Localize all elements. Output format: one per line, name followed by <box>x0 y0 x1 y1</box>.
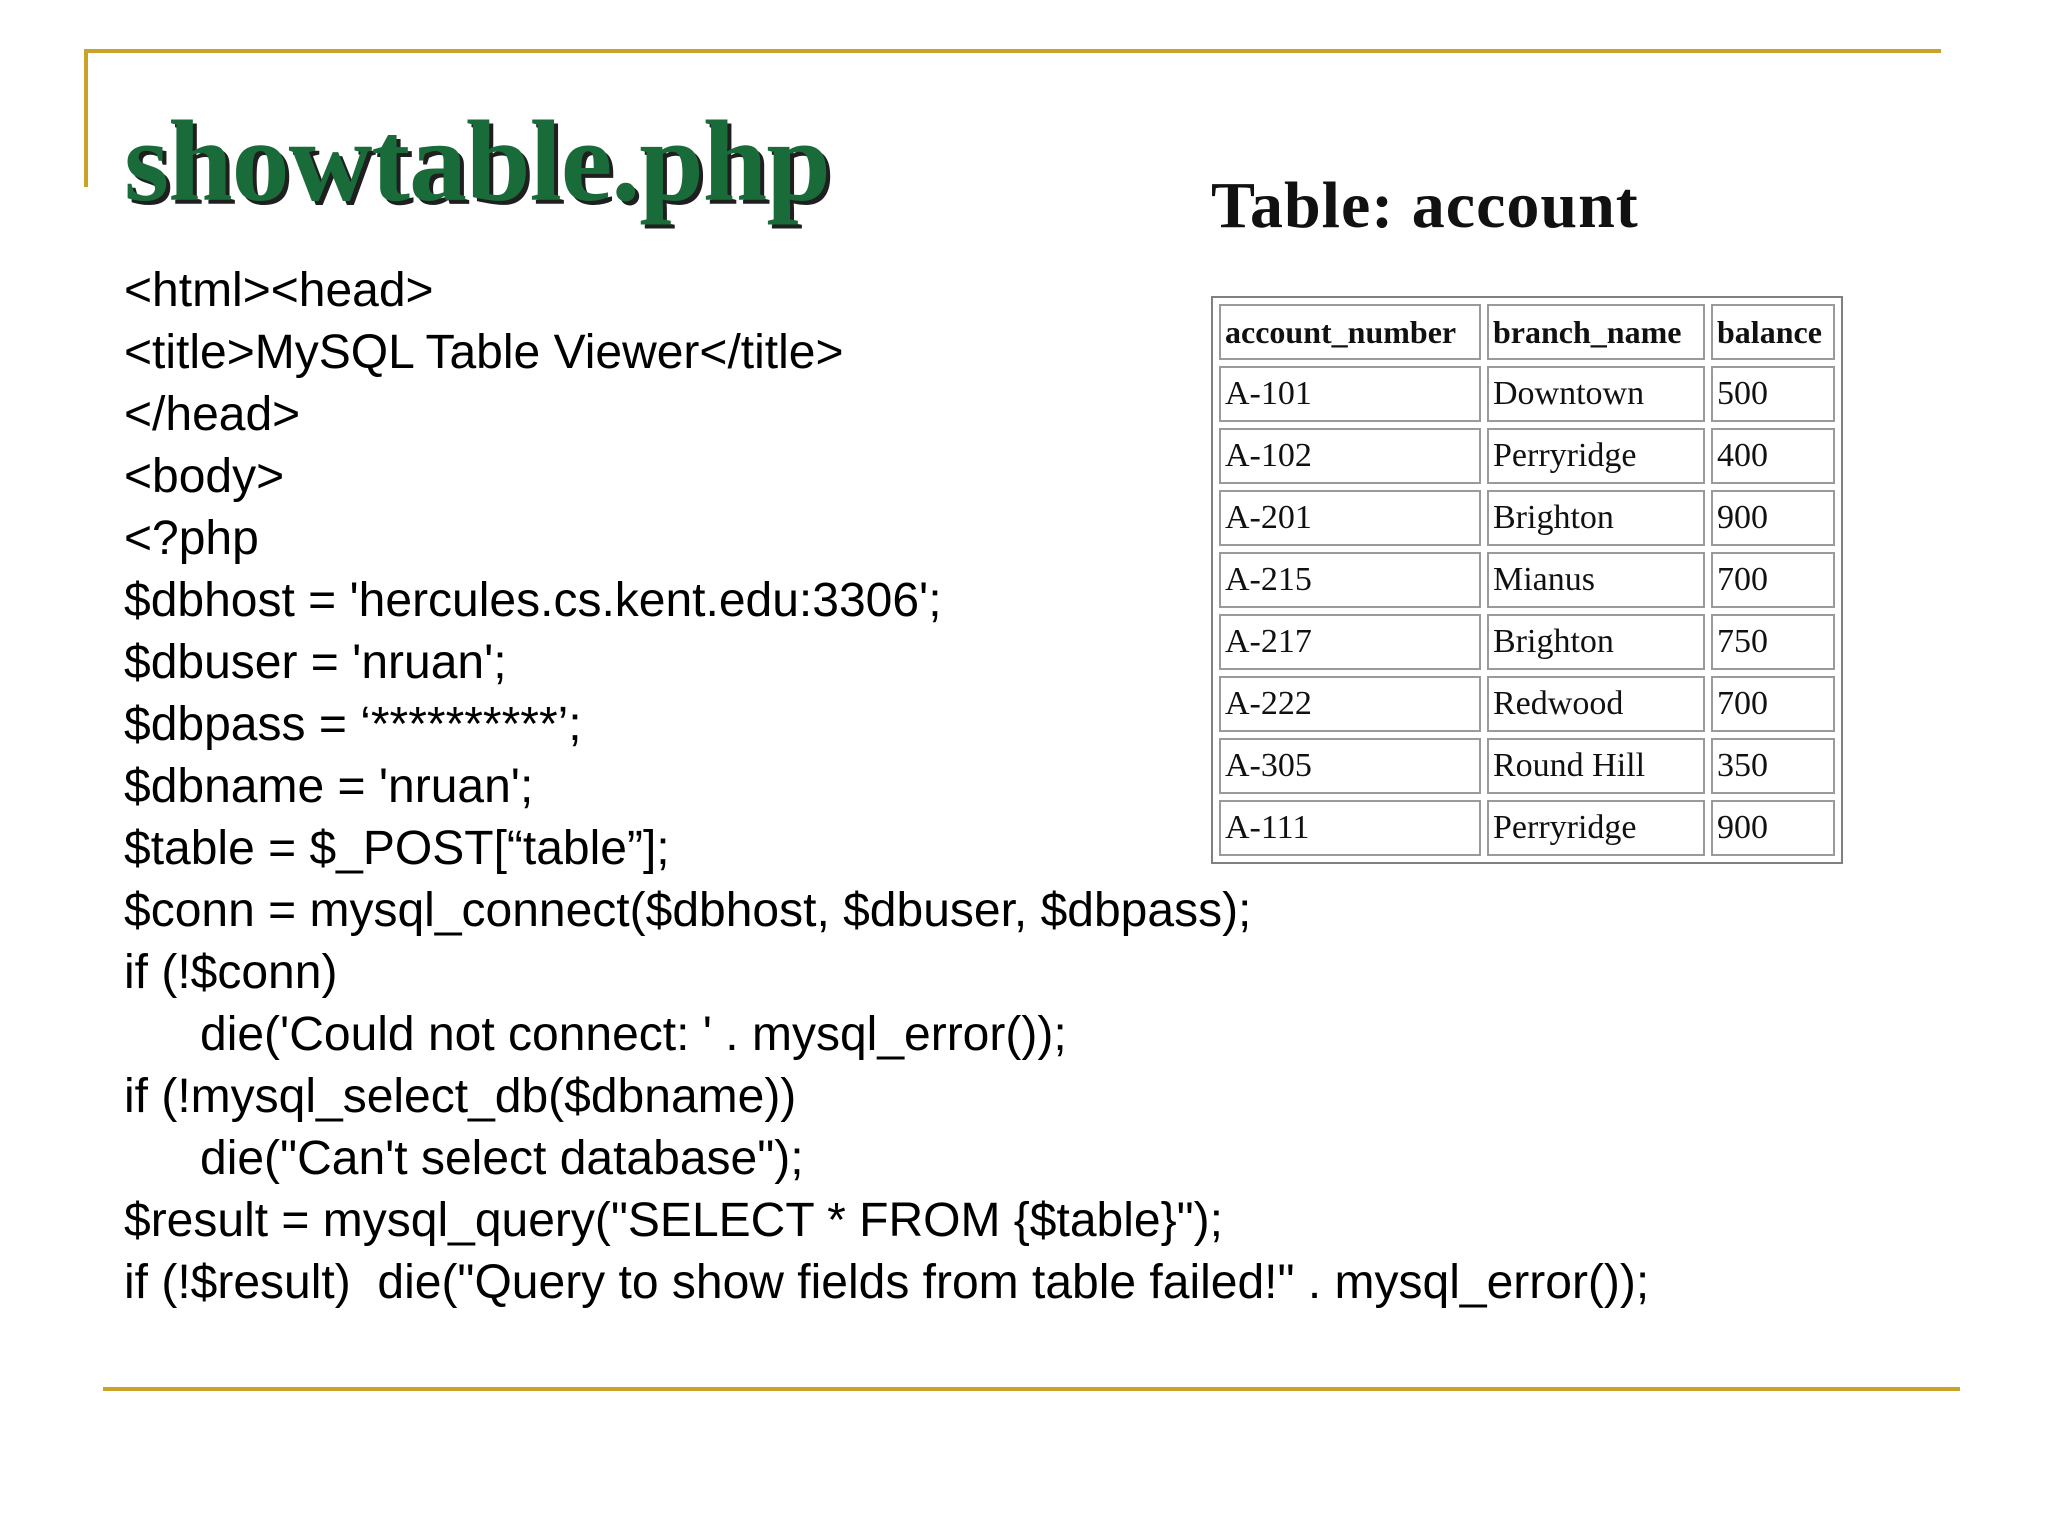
table-row <box>1219 738 1835 794</box>
code-line: $dbname = 'nruan'; <box>124 760 534 813</box>
branch-name-cell: Round Hill <box>1487 738 1705 794</box>
code-line: $conn = mysql_connect($dbhost, $dbuser, $dbpass); <box>124 884 1252 937</box>
table-row <box>1219 552 1835 608</box>
code-line: $dbhost = 'hercules.cs.kent.edu:3306'; <box>124 574 942 627</box>
account-number-cell: A-102 <box>1219 428 1481 484</box>
balance-cell: 400 <box>1711 428 1835 484</box>
code-line: <body> <box>124 450 285 503</box>
balance-cell: 900 <box>1711 800 1835 856</box>
code-line: if (!$result) die("Query to show fields from table failed!" . mysql_error()); <box>124 1256 1650 1309</box>
column-header-balance: balance <box>1711 304 1835 360</box>
branch-name-cell: Mianus <box>1487 552 1705 608</box>
table-row <box>1219 490 1835 546</box>
left-rule <box>84 49 88 187</box>
table-row <box>1219 428 1835 484</box>
balance-cell: 900 <box>1711 490 1835 546</box>
balance-cell: 700 <box>1711 676 1835 732</box>
code-line: $dbuser = 'nruan'; <box>124 636 507 689</box>
account-number-cell: A-215 <box>1219 552 1481 608</box>
balance-cell: 500 <box>1711 366 1835 422</box>
slide-title: showtable.php <box>124 98 830 226</box>
branch-name-cell: Redwood <box>1487 676 1705 732</box>
account-number-cell: A-201 <box>1219 490 1481 546</box>
bottom-rule <box>103 1387 1960 1391</box>
code-line: <html><head> <box>124 264 434 317</box>
code-line: die("Can't select database"); <box>200 1132 804 1185</box>
code-line: die('Could not connect: ' . mysql_error()); <box>200 1008 1067 1061</box>
account-number-cell: A-111 <box>1219 800 1481 856</box>
code-line: <title>MySQL Table Viewer</title> <box>124 326 844 379</box>
column-header-branch-name: branch_name <box>1487 304 1705 360</box>
account-number-cell: A-305 <box>1219 738 1481 794</box>
column-header-account-number: account_number <box>1219 304 1481 360</box>
balance-cell: 350 <box>1711 738 1835 794</box>
balance-cell: 750 <box>1711 614 1835 670</box>
table-row <box>1219 614 1835 670</box>
code-line: $table = $_POST[“table”]; <box>124 822 670 875</box>
table-header-row <box>1219 304 1835 360</box>
branch-name-cell: Brighton <box>1487 614 1705 670</box>
top-rule <box>84 49 1941 53</box>
balance-cell: 700 <box>1711 552 1835 608</box>
code-line: </head> <box>124 388 301 441</box>
table-row <box>1219 676 1835 732</box>
code-line: $result = mysql_query("SELECT * FROM {$table}"); <box>124 1194 1223 1247</box>
account-number-cell: A-217 <box>1219 614 1481 670</box>
branch-name-cell: Downtown <box>1487 366 1705 422</box>
account-number-cell: A-101 <box>1219 366 1481 422</box>
branch-name-cell: Perryridge <box>1487 428 1705 484</box>
code-line: if (!$conn) <box>124 946 338 999</box>
branch-name-cell: Perryridge <box>1487 800 1705 856</box>
account-table <box>1211 296 1843 864</box>
table-row <box>1219 800 1835 856</box>
code-line: $dbpass = ‘**********’; <box>124 698 582 751</box>
table-title: Table: account <box>1211 169 1639 242</box>
account-number-cell: A-222 <box>1219 676 1481 732</box>
branch-name-cell: Brighton <box>1487 490 1705 546</box>
code-line: <?php <box>124 512 259 565</box>
table-row <box>1219 366 1835 422</box>
code-line: if (!mysql_select_db($dbname)) <box>124 1070 797 1123</box>
